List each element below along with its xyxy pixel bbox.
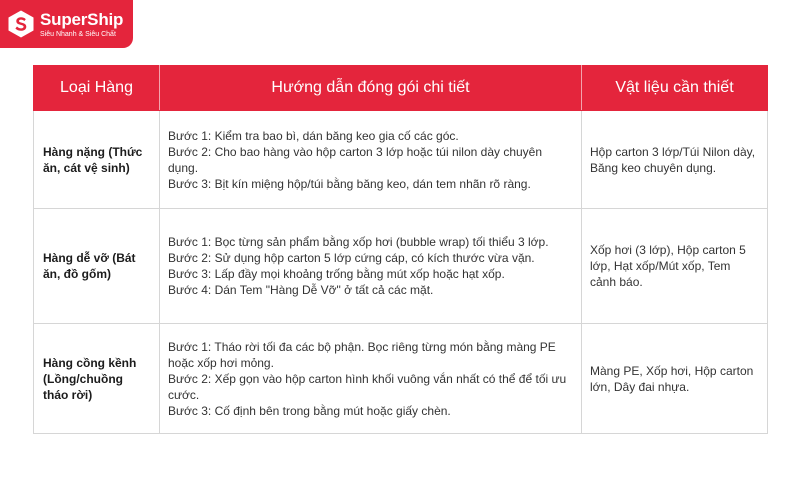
materials-cell: Màng PE, Xốp hơi, Hộp carton lớn, Dây đai nhựa. <box>582 324 768 434</box>
packing-step: Bước 2: Xếp gọn vào hộp carton hình khối vuông vắn nhất có thể để tối ưu cước. <box>168 371 567 402</box>
packing-step: Bước 3: Lấp đầy mọi khoảng trống bằng mút xốp hoặc hạt xốp. <box>168 267 505 281</box>
item-type-cell: Hàng dễ vỡ (Bát ăn, đồ gốm) <box>34 209 160 324</box>
header-item-type: Loại Hàng <box>34 66 160 111</box>
brand-logo <box>0 0 133 48</box>
materials-cell: Hộp carton 3 lớp/Túi Nilon dày, Băng keo chuyên dụng. <box>582 111 768 209</box>
item-type-cell: Hàng cồng kềnh (Lồng/chuồng tháo rời) <box>34 324 160 434</box>
packing-step: Bước 1: Tháo rời tối đa các bộ phận. Bọc riêng từng món bằng màng PE hoặc xốp hơi mỏng. <box>168 339 556 370</box>
packing-step: Bước 3: Bịt kín miệng hộp/túi bằng băng keo, dán tem nhãn rõ ràng. <box>168 176 531 191</box>
table-header-row <box>34 66 768 111</box>
header-materials: Vật liệu cần thiết <box>582 66 768 111</box>
packing-guide-table <box>33 65 768 434</box>
brand-tagline: Siêu Nhanh & Siêu Chất <box>40 30 116 38</box>
table-row <box>34 209 768 324</box>
packing-steps-cell <box>160 324 582 434</box>
table-row <box>34 324 768 434</box>
materials-cell: Xốp hơi (3 lớp), Hộp carton 5 lớp, Hạt xốp/Mút xốp, Tem cảnh báo. <box>582 209 768 324</box>
packing-steps-cell <box>160 111 582 209</box>
packing-step: Bước 2: Cho bao hàng vào hộp carton 3 lớp hoặc túi nilon dày chuyên dụng. <box>168 144 543 175</box>
packing-step: Bước 1: Bọc từng sản phẩm bằng xốp hơi (bubble wrap) tối thiểu 3 lớp. <box>168 235 549 249</box>
item-type-cell: Hàng nặng (Thức ăn, cát vệ sinh) <box>34 111 160 209</box>
packing-step: Bước 3: Cố định bên trong bằng mút hoặc giấy chèn. <box>168 403 451 418</box>
s-mark-icon <box>6 9 36 39</box>
packing-step: Bước 2: Sử dụng hộp carton 5 lớp cứng cáp, có kích thước vừa vặn. <box>168 251 535 265</box>
header-packing-guide: Hướng dẫn đóng gói chi tiết <box>160 66 582 111</box>
packing-steps-cell <box>160 209 582 324</box>
packing-step: Bước 1: Kiểm tra bao bì, dán băng keo gia cố các góc. <box>168 128 459 143</box>
table-row <box>34 111 768 209</box>
brand-name: SuperShip <box>40 9 124 29</box>
packing-step: Bước 4: Dán Tem "Hàng Dễ Vỡ" ở tất cả các mặt. <box>168 283 434 297</box>
